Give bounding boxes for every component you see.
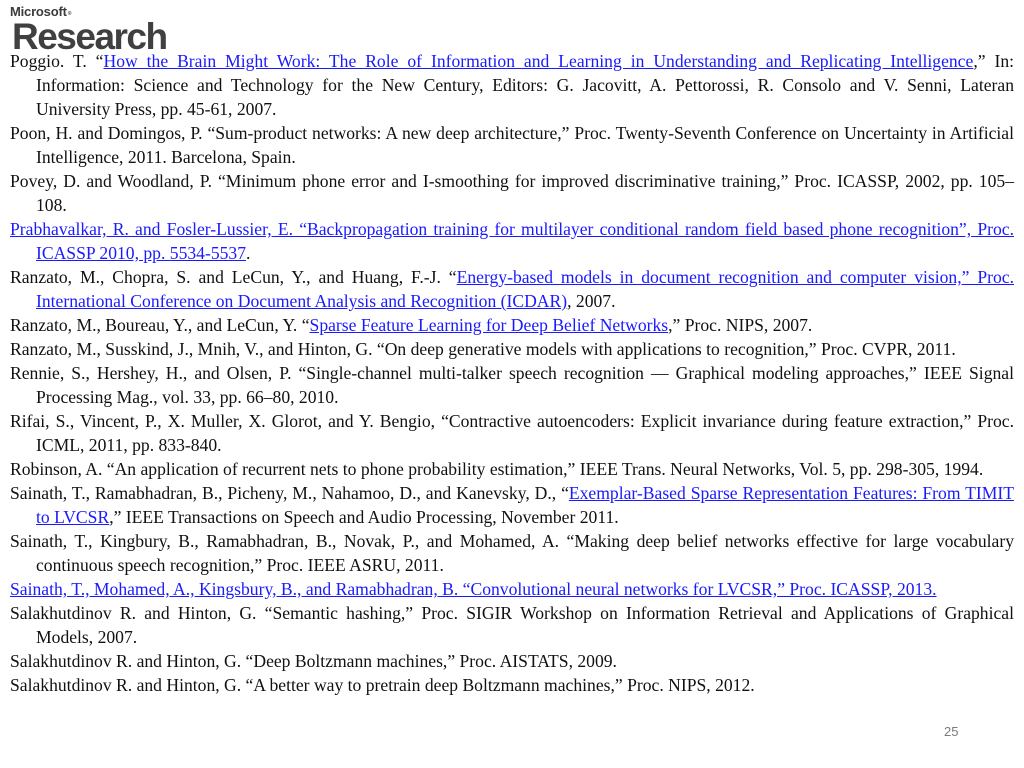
reference-item bbox=[10, 265, 1014, 313]
reference-item bbox=[10, 673, 1014, 697]
logo-company: Microsoft bbox=[10, 4, 67, 19]
reference-link[interactable]: Sainath, T., Mohamed, A., Kingsbury, B., and Ramabhadran, B. “Convolutional neural networks for LVCSR,” Proc. ICASSP, 2013. bbox=[10, 579, 937, 599]
reference-text: , 2007. bbox=[567, 291, 616, 311]
reference-text: Sainath, T., Kingbury, B., Ramabhadran, B., Novak, P., and Mohamed, A. “Making deep belief networks effective for large vocabulary continuous speech recognition,” Proc. IEEE ASRU, 2011. bbox=[10, 531, 1014, 575]
reference-text: ,” In: Information: Science and Technology for the New Century, Editors: G. Jacovitt, A. Pettorossi, R. Consolo and V. Senni, Lateran University Press, pp. 45-61, 2007. bbox=[36, 51, 1015, 119]
reference-text: ,” IEEE Transactions on Speech and Audio Processing, November 2011. bbox=[109, 507, 619, 527]
reference-item bbox=[10, 121, 1014, 169]
logo-trademark: ® bbox=[67, 11, 72, 17]
reference-text: Rifai, S., Vincent, P., X. Muller, X. Glorot, and Y. Bengio, “Contractive autoencoders: Explicit invariance during feature extraction,” Proc. ICML, 2011, pp. 833-840. bbox=[10, 411, 1014, 455]
reference-item bbox=[10, 409, 1014, 457]
microsoft-research-logo bbox=[10, 4, 170, 57]
reference-item bbox=[10, 457, 1014, 481]
reference-link[interactable]: Sparse Feature Learning for Deep Belief Networks bbox=[309, 315, 669, 335]
reference-item bbox=[10, 601, 1014, 649]
reference-text: Poon, H. and Domingos, P. “Sum-product networks: A new deep architecture,” Proc. Twenty-Seventh Conference on Uncertainty in Artificial Intelligence, 2011. Barcelona, Spain. bbox=[10, 123, 1014, 167]
reference-item bbox=[10, 361, 1014, 409]
reference-item bbox=[10, 313, 1014, 337]
reference-text: Salakhutdinov R. and Hinton, G. “Deep Boltzmann machines,” Proc. AISTATS, 2009. bbox=[10, 651, 617, 671]
reference-text: Poggio. T. “ bbox=[10, 51, 104, 71]
reference-link[interactable]: Exemplar-Based Sparse Representation Features: From TIMIT to LVCSR bbox=[36, 483, 1014, 527]
reference-link[interactable]: Energy-based models in document recognition and computer vision,” Proc. International Conference on Document Analysis and Recognition (ICDAR) bbox=[36, 267, 1014, 311]
reference-text: Robinson, A. “An application of recurrent nets to phone probability estimation,” IEEE Trans. Neural Networks, Vol. 5, pp. 298-305, 1994. bbox=[10, 459, 984, 479]
reference-text: . bbox=[246, 243, 251, 263]
reference-item bbox=[10, 481, 1014, 529]
reference-link[interactable]: Prabhavalkar, R. and Fosler-Lussier, E. “Backpropagation training for multilayer conditional random field based phone recognition”, Proc. ICASSP 2010, pp. 5534-5537 bbox=[10, 219, 1014, 263]
reference-item bbox=[10, 577, 1014, 601]
reference-text: Salakhutdinov R. and Hinton, G. “A better way to pretrain deep Boltzmann machines,” Proc. NIPS, 2012. bbox=[10, 675, 755, 695]
reference-text: Salakhutdinov R. and Hinton, G. “Semantic hashing,” Proc. SIGIR Workshop on Information Retrieval and Applications of Graphical Models, 2007. bbox=[10, 603, 1014, 647]
reference-text: Ranzato, M., Chopra, S. and LeCun, Y., and Huang, F.-J. “ bbox=[10, 267, 457, 287]
reference-text: Ranzato, M., Susskind, J., Mnih, V., and Hinton, G. “On deep generative models with applications to recognition,” Proc. CVPR, 2011. bbox=[10, 339, 956, 359]
reference-item bbox=[10, 49, 1014, 121]
reference-item bbox=[10, 529, 1014, 577]
reference-item bbox=[10, 337, 1014, 361]
reference-text: Povey, D. and Woodland, P. “Minimum phone error and I-smoothing for improved discriminative training,” Proc. ICASSP, 2002, pp. 105–108. bbox=[10, 171, 1014, 215]
reference-link[interactable]: How the Brain Might Work: The Role of Information and Learning in Understanding and Replicating Intelligence bbox=[103, 51, 974, 71]
reference-text: ,” Proc. NIPS, 2007. bbox=[668, 315, 813, 335]
reference-list bbox=[10, 49, 1014, 697]
page-number: 25 bbox=[944, 724, 959, 739]
reference-item bbox=[10, 217, 1014, 265]
reference-text: Rennie, S., Hershey, H., and Olsen, P. “Single-channel multi-talker speech recognition — Graphical modeling approaches,” IEEE Signal Processing Mag., vol. 33, pp. 66–80, 2010. bbox=[10, 363, 1014, 407]
logo-product: Research bbox=[12, 16, 167, 57]
reference-text: Sainath, T., Ramabhadran, B., Picheny, M., Nahamoo, D., and Kanevsky, D., “ bbox=[10, 483, 569, 503]
reference-item bbox=[10, 169, 1014, 217]
reference-text: Ranzato, M., Boureau, Y., and LeCun, Y. “ bbox=[10, 315, 310, 335]
reference-item bbox=[10, 649, 1014, 673]
